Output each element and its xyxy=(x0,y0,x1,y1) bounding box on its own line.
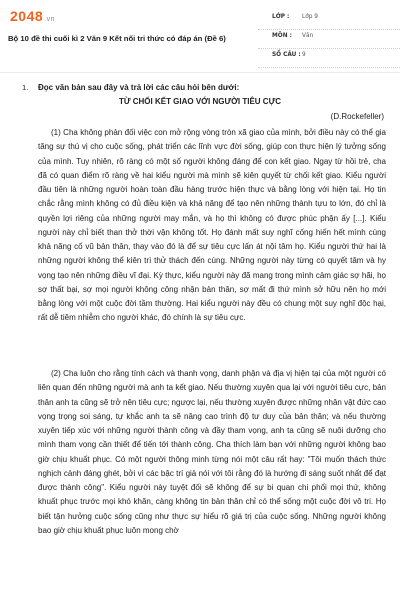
meta-subject-value: Văn xyxy=(302,33,314,39)
document-title: Bộ 10 đề thi cuối kì 2 Văn 9 Kết nối tri thức có đáp án (Đề 6) xyxy=(8,34,226,43)
reading-author: (D.Rockefeller) xyxy=(330,112,384,121)
meta-subject-row xyxy=(258,30,400,49)
meta-count-value: 9 xyxy=(302,52,306,58)
meta-subject-label: MÔN : xyxy=(272,33,292,39)
reading-title: TỪ CHỐI KẾT GIAO VỚI NGƯỜI TIÊU CỰC xyxy=(118,97,281,106)
document-meta xyxy=(258,11,400,68)
meta-class-value: Lớp 9 xyxy=(302,14,318,20)
logo-suffix: .vn xyxy=(44,16,55,23)
logo-main: 2048 xyxy=(10,8,44,24)
reading-paragraph-1: (1) Cha không phản đối việc con mở rộng vòng tròn xã giao của mình, bởi điều này có thể gia tăng sự thú vị cho cuộc sống, phát triển các lĩnh vực đời sống, giúp con thực hiện lý tưởng sống của mình. Tuy nhiên, rõ ràng có một số người không đáng để con kết giao. Ngay từ hồi trẻ, cha đã có quan điểm rõ ràng về hai kiểu người mà mình sẽ kiên quyết từ chối kết giao. Kiểu người đầu tiên là những người hoàn toàn đầu hàng trước hiện thực và bằng lòng với hiện tại. Họ tin chắc rằng mình không có đủ điều kiện và khả năng để tạo nên những thành tựu to lớn, đó chỉ là quyền lợi riêng của những người may mắn, và họ thì không có được phúc phận ấy [...]. Kiểu người này chỉ biết than thở thời vận không tốt. Họ đánh mất suy nghĩ cống hiến hết mình cùng khả năng cố vũ bản thân, thay vào đó là để sự tiêu cực lấn át nội tâm họ. Kiểu người thứ hai là những người không thể kiên trì thử thách đến cùng. Những người này từng có quyết tâm và hy vọng tạo nên những điều vĩ đại. Kỳ thực, kiểu người này đã mang trong mình cảm giác sợ hãi, họ sợ thất bại, sợ mọi người không công nhận bản thân, sợ mất đi thứ mình sở hữu nên họ mới bằng lòng với một cuộc đời tầm thường. Hai kiểu người này đều có chung một suy nghĩ độc hại, rất dễ tiêm nhiễm cho người khác, đó chính là sự tiêu cực. xyxy=(38,128,386,323)
question-instruction: Đọc văn bản sau đây và trả lời các câu hỏi bên dưới: xyxy=(38,83,240,92)
meta-class-label: LỚP : xyxy=(272,14,290,20)
reading-paragraph-2: (2) Cha luôn cho rằng tính cách và thanh vọng, danh phận và địa vị hiện tại của một người có liên quan đến những người mà anh ta kết giao. Nếu thường xuyên qua lại với người tiêu cực, bản thân anh ta cũng sẽ trở nên tiêu cực; ngược lại, nếu thường xuyên được những nhân vật đức cao vọng trọng soi sáng, tự khắc anh ta sẽ nâng cao trình độ tư duy của bản thân; và nếu thường xuyên tiếp xúc với những người thành công và đầy tham vọng, anh ta cũng sẽ nuôi dưỡng cho mình tham vọng cần thiết để tiến tới thành công. Cha thích làm bạn với những người không bao giờ chịu khuất phục. Có một người thông minh từng nói một câu rất hay: "Tôi muốn thách thức nghịch cảnh đáng ghét, bởi vì các bậc trí giả nói với tôi rằng đó là hướng đi sáng suốt nhất để đạt được thành công". Kiểu người này tuyệt đối sẽ không để sự bi quan chi phối mọi thứ, không khuất phục trước mọi khó khăn, càng không tin bản thân chỉ có thể sống một cuộc đời vô tri. Họ biết tận hưởng cuộc sống cũng như thực sự hiểu rõ giá trị của cuộc sống. Những người không bao giờ chịu khuất phục luôn mong chờ xyxy=(38,369,386,535)
meta-count-row xyxy=(258,49,400,68)
page-header xyxy=(0,0,400,73)
meta-class-row xyxy=(258,11,400,30)
site-logo[interactable] xyxy=(10,8,55,24)
meta-count-label: SỐ CÂU : xyxy=(272,52,301,58)
question-number: 1. xyxy=(22,83,29,92)
